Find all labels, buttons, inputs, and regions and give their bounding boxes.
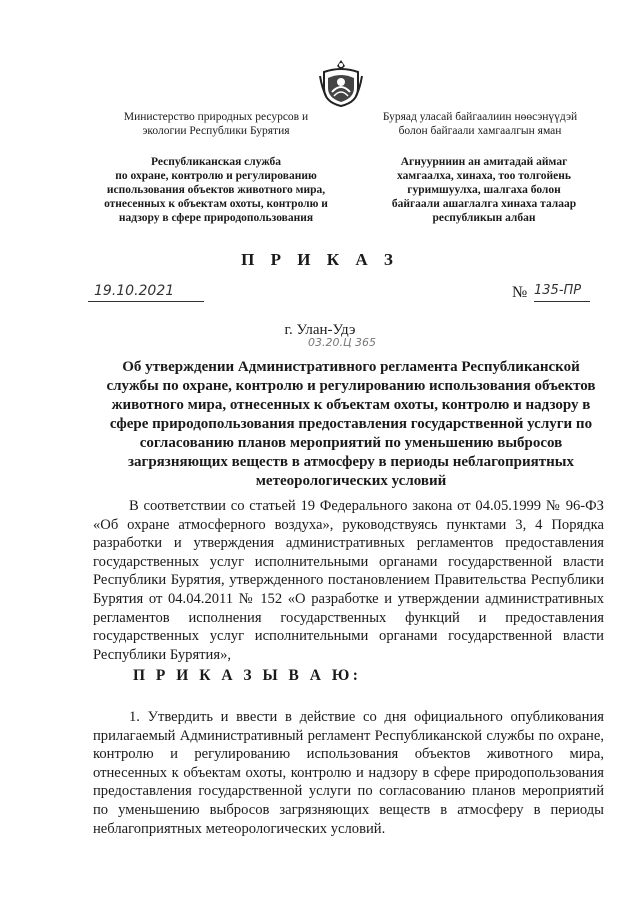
document-title: П Р И К А З bbox=[241, 250, 399, 269]
org-line: Республиканская служба bbox=[150, 156, 282, 168]
org-line: республикын албан bbox=[432, 212, 536, 224]
org-line: байгаали ашаглалга хинаха талаар bbox=[391, 198, 577, 210]
service-name-ru bbox=[96, 155, 336, 225]
document-date: 19.10.2021 bbox=[88, 283, 204, 302]
ministry-line: экологии Республики Бурятия bbox=[142, 125, 290, 137]
ministry-line: Буряад уласай байгаалиин нөөсэнүүдэй bbox=[382, 111, 578, 123]
org-line: использования объектов животного мира, bbox=[106, 184, 326, 196]
org-line: отнесенных к объектам охоты, контролю и bbox=[104, 198, 328, 210]
org-line: хамгаалха, хинаха, тоо толгойень bbox=[397, 170, 571, 182]
ministry-name-bua bbox=[360, 110, 600, 138]
order-heading: П Р И К А З Ы В А Ю: bbox=[133, 667, 362, 684]
org-line: надзору в сфере природопользования bbox=[118, 212, 314, 224]
number-label: № bbox=[512, 284, 528, 301]
service-name-bua bbox=[364, 155, 604, 225]
ministry-line: болон байгаали хамгаалгын яман bbox=[398, 125, 562, 137]
registration-stamp: 03.20.Ц 365 bbox=[308, 336, 377, 349]
document-number: 135-ПР bbox=[534, 283, 590, 302]
org-line: по охране, контролю и регулированию bbox=[115, 170, 317, 182]
org-line: Агнуурниин ан амитадай аймаг bbox=[400, 156, 568, 168]
org-line: гуримшуулха, шалгаха болон bbox=[407, 184, 561, 196]
order-item-1: 1. Утвердить и ввести в действие со дня официального опубликования прилагаемый Административный регламент Республиканской службы по охране, контролю и регулированию использования объектов животного мира, отнесенных к объектам охоты, контролю и надзору в сфере природопользования предоставления государственной услуги по согласованию планов мероприятий по уменьшению выбросов загрязняющих веществ в атмосферу в периоды неблагоприятных метеорологических условий. bbox=[93, 709, 604, 837]
coat-of-arms-emblem bbox=[318, 58, 364, 108]
ministry-line: Министерство природных ресурсов и bbox=[123, 111, 309, 123]
ministry-name-ru bbox=[96, 110, 336, 138]
preamble-paragraph: В соответствии со статьей 19 Федерального закона от 04.05.1999 № 96-ФЗ «Об охране атмосферного воздуха», руководствуясь пунктами 3, 4 Порядка разработки и утверждения административных регламентов предоставления государственных услуг исполнительными органами государственной власти Республики Бурятия, утвержденного постановлением Правительства Республики Бурятия от 04.04.2011 № 152 «О разработке и утверждении административных регламентов исполнения государственных функций и предоставления государственных услуг исполнительными органами государственной власти Республики Бурятия», bbox=[93, 498, 604, 663]
document-subject: Об утверждении Административного регламента Республиканской службы по охране, контролю и регулированию использования объектов животного мира, отнесенных к объектам охоты, контролю и надзору в сфере природопользования предоставления государственной услуги по согласованию планов мероприятий по уменьшению выбросов загрязняющих веществ в атмосферу в периоды неблагоприятных метеорологических условий bbox=[106, 359, 596, 489]
city: г. Улан-Удэ bbox=[284, 322, 356, 338]
